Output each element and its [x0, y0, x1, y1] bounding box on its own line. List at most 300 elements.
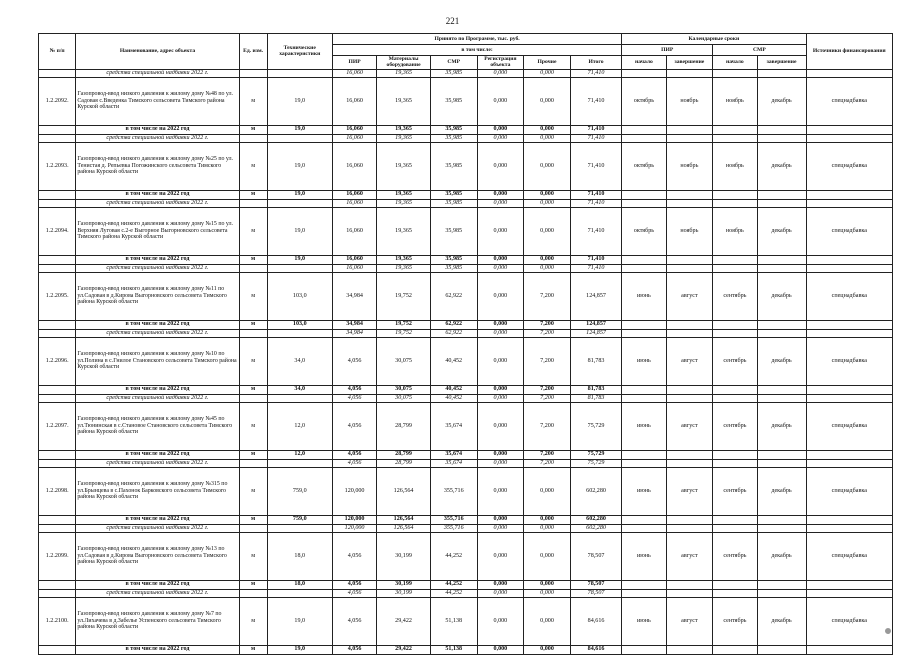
cell-materials: 19,365: [377, 264, 431, 272]
cell-pir: 4,056: [332, 450, 376, 459]
empty-cell: [806, 645, 892, 654]
cell-pir-end: август: [666, 272, 713, 320]
empty-cell: [757, 320, 806, 329]
empty-cell: [622, 645, 666, 654]
table-row: [39, 597, 893, 645]
cell-smr: 35,985: [430, 264, 477, 272]
cell-registration: 0,000: [477, 450, 524, 459]
subsidy-label: средства специальной надбавки 2022 г.: [76, 69, 239, 77]
table-row: [39, 77, 893, 125]
empty-cell: [757, 385, 806, 394]
cell-pir-end: ноябрь: [666, 77, 713, 125]
cell-pir-start: октябрь: [622, 142, 666, 190]
cell-materials: 19,752: [377, 320, 431, 329]
year-total-row: [39, 515, 893, 524]
empty-cell: [757, 515, 806, 524]
col-calendar: Календарные сроки: [622, 34, 806, 45]
cell-smr-start: сентябрь: [713, 402, 757, 450]
col-smr-start: начало: [713, 56, 757, 70]
cell-pir-end: август: [666, 467, 713, 515]
cell-materials: 29,422: [377, 645, 431, 654]
empty-cell: [267, 524, 332, 532]
empty-cell: [806, 329, 892, 337]
cell-pir: 4,056: [332, 597, 376, 645]
empty-cell: [757, 134, 806, 142]
empty-cell: [622, 329, 666, 337]
cell-smr-end: декабрь: [757, 77, 806, 125]
cell-other: 0,000: [524, 532, 571, 580]
cell-total: 78,507: [570, 580, 621, 589]
empty-cell: [239, 329, 267, 337]
cell-unit: м: [239, 402, 267, 450]
empty-cell: [622, 385, 666, 394]
object-name: Газопровод-ввод низкого давления к жилому дому №45 по ул.Тюнинская в с.Становое Становского сельсовета Тимского района Курской области: [76, 402, 239, 450]
col-smr-end: завершение: [757, 56, 806, 70]
empty-cell: [713, 134, 757, 142]
empty-cell: [757, 645, 806, 654]
empty-cell: [757, 255, 806, 264]
cell-total: 71,410: [570, 77, 621, 125]
cell-pir: 34,984: [332, 320, 376, 329]
cell-pir-start: октябрь: [622, 207, 666, 255]
empty-cell: [713, 459, 757, 467]
cell-tech: 34,0: [267, 337, 332, 385]
cell-other: 0,000: [524, 255, 571, 264]
year-label: в том числе на 2022 год: [76, 385, 239, 394]
cell-source: спецнадбавка: [806, 597, 892, 645]
cell-total: 71,410: [570, 134, 621, 142]
empty-cell: [666, 394, 713, 402]
empty-cell: [713, 524, 757, 532]
cell-pir: 4,056: [332, 589, 376, 597]
cell-tech: 19,0: [267, 597, 332, 645]
col-materials: Материалы оборудование: [377, 56, 431, 70]
cell-materials: 19,752: [377, 329, 431, 337]
cell-total: 78,507: [570, 589, 621, 597]
cell-unit: м: [239, 645, 267, 654]
cell-total: 602,280: [570, 515, 621, 524]
cell-other: 0,000: [524, 207, 571, 255]
cell-smr-start: ноябрь: [713, 77, 757, 125]
cell-pir: 34,984: [332, 329, 376, 337]
empty-cell: [757, 459, 806, 467]
cell-registration: 0,000: [477, 320, 524, 329]
item-number: 1.2.2095.: [39, 272, 76, 320]
cell-smr: 44,252: [430, 580, 477, 589]
empty-cell: [39, 589, 76, 597]
empty-cell: [806, 515, 892, 524]
subsidy-label: средства специальной надбавки 2022 г.: [76, 264, 239, 272]
col-other: Прочие: [524, 56, 571, 70]
cell-materials: 19,365: [377, 255, 431, 264]
cell-registration: 0,000: [477, 645, 524, 654]
year-total-row: [39, 255, 893, 264]
cell-total: 71,410: [570, 207, 621, 255]
cell-source: спецнадбавка: [806, 272, 892, 320]
cell-materials: 126,564: [377, 515, 431, 524]
empty-cell: [666, 320, 713, 329]
empty-cell: [39, 515, 76, 524]
cell-registration: 0,000: [477, 385, 524, 394]
item-number: 1.2.2100.: [39, 597, 76, 645]
empty-cell: [713, 645, 757, 654]
cell-smr-end: декабрь: [757, 402, 806, 450]
cell-pir-end: август: [666, 532, 713, 580]
cell-other: 0,000: [524, 134, 571, 142]
cell-pir: 16,060: [332, 134, 376, 142]
cell-smr: 40,452: [430, 385, 477, 394]
cell-pir-start: июнь: [622, 402, 666, 450]
empty-cell: [806, 459, 892, 467]
year-total-row: [39, 645, 893, 654]
cell-total: 78,507: [570, 532, 621, 580]
cell-tech: 12,0: [267, 450, 332, 459]
cell-smr-start: сентябрь: [713, 532, 757, 580]
object-name: Газопровод-ввод низкого давления к жилому дому №11 по ул.Садовая в д.Кирова Выгорновского сельсовета Тимского района Курской области: [76, 272, 239, 320]
empty-cell: [267, 199, 332, 207]
cell-pir-start: июнь: [622, 467, 666, 515]
subsidy-row: [39, 134, 893, 142]
cell-other: 0,000: [524, 190, 571, 199]
cell-smr: 35,985: [430, 134, 477, 142]
empty-cell: [713, 264, 757, 272]
cell-registration: 0,000: [477, 337, 524, 385]
empty-cell: [622, 264, 666, 272]
cell-unit: м: [239, 272, 267, 320]
empty-cell: [39, 320, 76, 329]
cell-smr: 355,716: [430, 524, 477, 532]
col-registration: Регистрация объекта: [477, 56, 524, 70]
empty-cell: [713, 255, 757, 264]
cell-other: 7,200: [524, 385, 571, 394]
empty-cell: [666, 580, 713, 589]
empty-cell: [666, 450, 713, 459]
empty-cell: [757, 264, 806, 272]
cell-tech: 18,0: [267, 532, 332, 580]
cell-pir: 16,060: [332, 207, 376, 255]
cell-tech: 19,0: [267, 190, 332, 199]
empty-cell: [622, 580, 666, 589]
subsidy-label: средства специальной надбавки 2022 г.: [76, 329, 239, 337]
col-unit: Ед. изм.: [239, 34, 267, 70]
subsidy-row: [39, 459, 893, 467]
item-number: 1.2.2092.: [39, 77, 76, 125]
cell-pir: 16,060: [332, 190, 376, 199]
cell-total: 124,857: [570, 272, 621, 320]
cell-unit: м: [239, 320, 267, 329]
cell-smr: 355,716: [430, 467, 477, 515]
cell-smr-start: сентябрь: [713, 337, 757, 385]
empty-cell: [622, 125, 666, 134]
empty-cell: [806, 450, 892, 459]
col-total: Итого: [570, 56, 621, 70]
empty-cell: [39, 199, 76, 207]
cell-pir-end: август: [666, 337, 713, 385]
item-number: 1.2.2097.: [39, 402, 76, 450]
empty-cell: [806, 589, 892, 597]
cell-registration: 0,000: [477, 597, 524, 645]
cell-tech: 19,0: [267, 125, 332, 134]
subsidy-label: средства специальной надбавки 2022 г.: [76, 524, 239, 532]
cell-registration: 0,000: [477, 125, 524, 134]
cell-pir: 16,060: [332, 125, 376, 134]
item-number: 1.2.2094.: [39, 207, 76, 255]
empty-cell: [757, 450, 806, 459]
cell-smr: 51,138: [430, 597, 477, 645]
cell-other: 7,200: [524, 402, 571, 450]
empty-cell: [666, 264, 713, 272]
table-row: [39, 532, 893, 580]
cell-pir: 16,060: [332, 69, 376, 77]
cell-smr-start: сентябрь: [713, 597, 757, 645]
empty-cell: [267, 589, 332, 597]
cell-smr: 62,922: [430, 329, 477, 337]
cell-registration: 0,000: [477, 467, 524, 515]
empty-cell: [622, 320, 666, 329]
cell-tech: 12,0: [267, 402, 332, 450]
cell-pir-start: июнь: [622, 337, 666, 385]
empty-cell: [666, 255, 713, 264]
cell-other: 0,000: [524, 264, 571, 272]
cell-materials: 30,199: [377, 532, 431, 580]
subsidy-label: средства специальной надбавки 2022 г.: [76, 199, 239, 207]
cell-smr-start: сентябрь: [713, 467, 757, 515]
empty-cell: [713, 190, 757, 199]
empty-cell: [713, 515, 757, 524]
cell-smr: 35,985: [430, 125, 477, 134]
empty-cell: [39, 255, 76, 264]
empty-cell: [713, 125, 757, 134]
empty-cell: [39, 524, 76, 532]
empty-cell: [806, 255, 892, 264]
year-total-row: [39, 125, 893, 134]
empty-cell: [757, 524, 806, 532]
col-sources: Источники финансирования: [806, 34, 892, 70]
cell-pir: 4,056: [332, 337, 376, 385]
cell-registration: 0,000: [477, 532, 524, 580]
cell-materials: 19,365: [377, 190, 431, 199]
subsidy-label: средства специальной надбавки 2022 г.: [76, 459, 239, 467]
subsidy-label: средства специальной надбавки 2022 г.: [76, 394, 239, 402]
cell-materials: 30,075: [377, 394, 431, 402]
year-label: в том числе на 2022 год: [76, 645, 239, 654]
cell-pir: 4,056: [332, 580, 376, 589]
empty-cell: [39, 125, 76, 134]
cell-smr: 51,138: [430, 645, 477, 654]
cell-total: 602,280: [570, 524, 621, 532]
empty-cell: [666, 524, 713, 532]
empty-cell: [39, 190, 76, 199]
empty-cell: [666, 329, 713, 337]
cell-registration: 0,000: [477, 142, 524, 190]
cell-smr: 35,674: [430, 450, 477, 459]
item-number: 1.2.2099.: [39, 532, 76, 580]
cell-tech: 19,0: [267, 255, 332, 264]
col-accepted: Принято по Программе, тыс. руб.: [332, 34, 621, 45]
cell-unit: м: [239, 385, 267, 394]
cell-total: 84,616: [570, 597, 621, 645]
empty-cell: [806, 190, 892, 199]
cell-source: спецнадбавка: [806, 77, 892, 125]
col-smr-period: СМР: [713, 45, 806, 56]
cell-other: 7,200: [524, 337, 571, 385]
cell-registration: 0,000: [477, 580, 524, 589]
year-label: в том числе на 2022 год: [76, 515, 239, 524]
cell-smr: 35,985: [430, 77, 477, 125]
cell-materials: 19,365: [377, 207, 431, 255]
year-label: в том числе на 2022 год: [76, 580, 239, 589]
cell-other: 0,000: [524, 515, 571, 524]
year-label: в том числе на 2022 год: [76, 320, 239, 329]
cell-materials: 28,799: [377, 450, 431, 459]
cell-pir: 120,000: [332, 524, 376, 532]
empty-cell: [757, 580, 806, 589]
cell-materials: 19,752: [377, 272, 431, 320]
subsidy-row: [39, 524, 893, 532]
cell-smr-end: декабрь: [757, 597, 806, 645]
empty-cell: [622, 450, 666, 459]
cell-total: 71,410: [570, 142, 621, 190]
cell-total: 75,729: [570, 450, 621, 459]
cell-other: 0,000: [524, 524, 571, 532]
cell-materials: 28,799: [377, 459, 431, 467]
cell-source: спецнадбавка: [806, 207, 892, 255]
cell-smr: 40,452: [430, 337, 477, 385]
cell-total: 602,280: [570, 467, 621, 515]
cell-total: 75,729: [570, 459, 621, 467]
col-num: № п/п: [39, 34, 76, 70]
empty-cell: [39, 264, 76, 272]
cell-pir-start: июнь: [622, 272, 666, 320]
cell-registration: 0,000: [477, 459, 524, 467]
empty-cell: [666, 459, 713, 467]
cell-registration: 0,000: [477, 515, 524, 524]
subsidy-row: [39, 589, 893, 597]
empty-cell: [713, 580, 757, 589]
empty-cell: [39, 459, 76, 467]
cell-other: 0,000: [524, 580, 571, 589]
cell-tech: 103,0: [267, 272, 332, 320]
year-label: в том числе на 2022 год: [76, 190, 239, 199]
cell-tech: 103,0: [267, 320, 332, 329]
cell-pir: 4,056: [332, 402, 376, 450]
empty-cell: [622, 190, 666, 199]
subsidy-row: [39, 69, 893, 77]
object-name: Газопровод-ввод низкого давления к жилому дому №25 по ул. Тенистая д. Репьевка Погожинского сельсовета Тимского района Курской области: [76, 142, 239, 190]
cell-other: 7,200: [524, 320, 571, 329]
empty-cell: [622, 134, 666, 142]
cell-smr: 44,252: [430, 589, 477, 597]
cell-registration: 0,000: [477, 329, 524, 337]
scan-mark: [885, 628, 891, 634]
empty-cell: [806, 394, 892, 402]
cell-pir: 4,056: [332, 532, 376, 580]
cell-unit: м: [239, 255, 267, 264]
cell-unit: м: [239, 190, 267, 199]
table-row: [39, 337, 893, 385]
cell-source: спецнадбавка: [806, 467, 892, 515]
empty-cell: [806, 320, 892, 329]
cell-materials: 30,075: [377, 337, 431, 385]
cell-source: спецнадбавка: [806, 532, 892, 580]
cell-other: 0,000: [524, 645, 571, 654]
cell-other: 0,000: [524, 125, 571, 134]
item-number: 1.2.2096.: [39, 337, 76, 385]
cell-materials: 30,199: [377, 580, 431, 589]
empty-cell: [39, 329, 76, 337]
cell-other: 7,200: [524, 272, 571, 320]
cell-pir-end: ноябрь: [666, 207, 713, 255]
cell-pir: 120,000: [332, 515, 376, 524]
empty-cell: [239, 394, 267, 402]
empty-cell: [622, 394, 666, 402]
cell-pir: 16,060: [332, 199, 376, 207]
empty-cell: [622, 459, 666, 467]
cell-registration: 0,000: [477, 264, 524, 272]
empty-cell: [757, 199, 806, 207]
empty-cell: [39, 580, 76, 589]
cell-registration: 0,000: [477, 77, 524, 125]
cell-total: 81,783: [570, 394, 621, 402]
cell-tech: 18,0: [267, 580, 332, 589]
cell-pir-end: август: [666, 597, 713, 645]
empty-cell: [622, 515, 666, 524]
cell-unit: м: [239, 467, 267, 515]
empty-cell: [622, 255, 666, 264]
empty-cell: [267, 264, 332, 272]
table-row: [39, 402, 893, 450]
object-name: Газопровод-ввод низкого давления к жилому дому №315 по ул.Брынцева в с.Пахонок Барковского сельсовета Тимского района Курской области: [76, 467, 239, 515]
col-name: Наименование, адрес объекта: [76, 34, 239, 70]
cell-pir: 4,056: [332, 645, 376, 654]
cell-pir: 16,060: [332, 255, 376, 264]
cell-source: спецнадбавка: [806, 337, 892, 385]
empty-cell: [239, 459, 267, 467]
cell-tech: 759,0: [267, 467, 332, 515]
cell-other: 0,000: [524, 77, 571, 125]
cell-smr-start: сентябрь: [713, 272, 757, 320]
empty-cell: [666, 134, 713, 142]
cell-smr: 35,985: [430, 142, 477, 190]
cell-smr: 35,674: [430, 459, 477, 467]
empty-cell: [239, 589, 267, 597]
empty-cell: [713, 450, 757, 459]
cell-total: 75,729: [570, 402, 621, 450]
col-smr: СМР: [430, 56, 477, 70]
cell-materials: 19,365: [377, 125, 431, 134]
cell-pir-start: июнь: [622, 597, 666, 645]
empty-cell: [267, 394, 332, 402]
table-body: [39, 69, 893, 654]
cell-total: 124,857: [570, 329, 621, 337]
cell-smr-end: декабрь: [757, 337, 806, 385]
cell-registration: 0,000: [477, 524, 524, 532]
cell-smr-end: декабрь: [757, 207, 806, 255]
cell-materials: 126,564: [377, 524, 431, 532]
empty-cell: [713, 320, 757, 329]
cell-other: 7,200: [524, 329, 571, 337]
empty-cell: [39, 450, 76, 459]
cell-tech: 759,0: [267, 515, 332, 524]
cell-other: 0,000: [524, 589, 571, 597]
cell-registration: 0,000: [477, 190, 524, 199]
table-header: [39, 34, 893, 70]
cell-total: 71,410: [570, 69, 621, 77]
empty-cell: [239, 134, 267, 142]
cell-other: 0,000: [524, 142, 571, 190]
cell-smr-start: ноябрь: [713, 142, 757, 190]
cell-total: 71,410: [570, 125, 621, 134]
